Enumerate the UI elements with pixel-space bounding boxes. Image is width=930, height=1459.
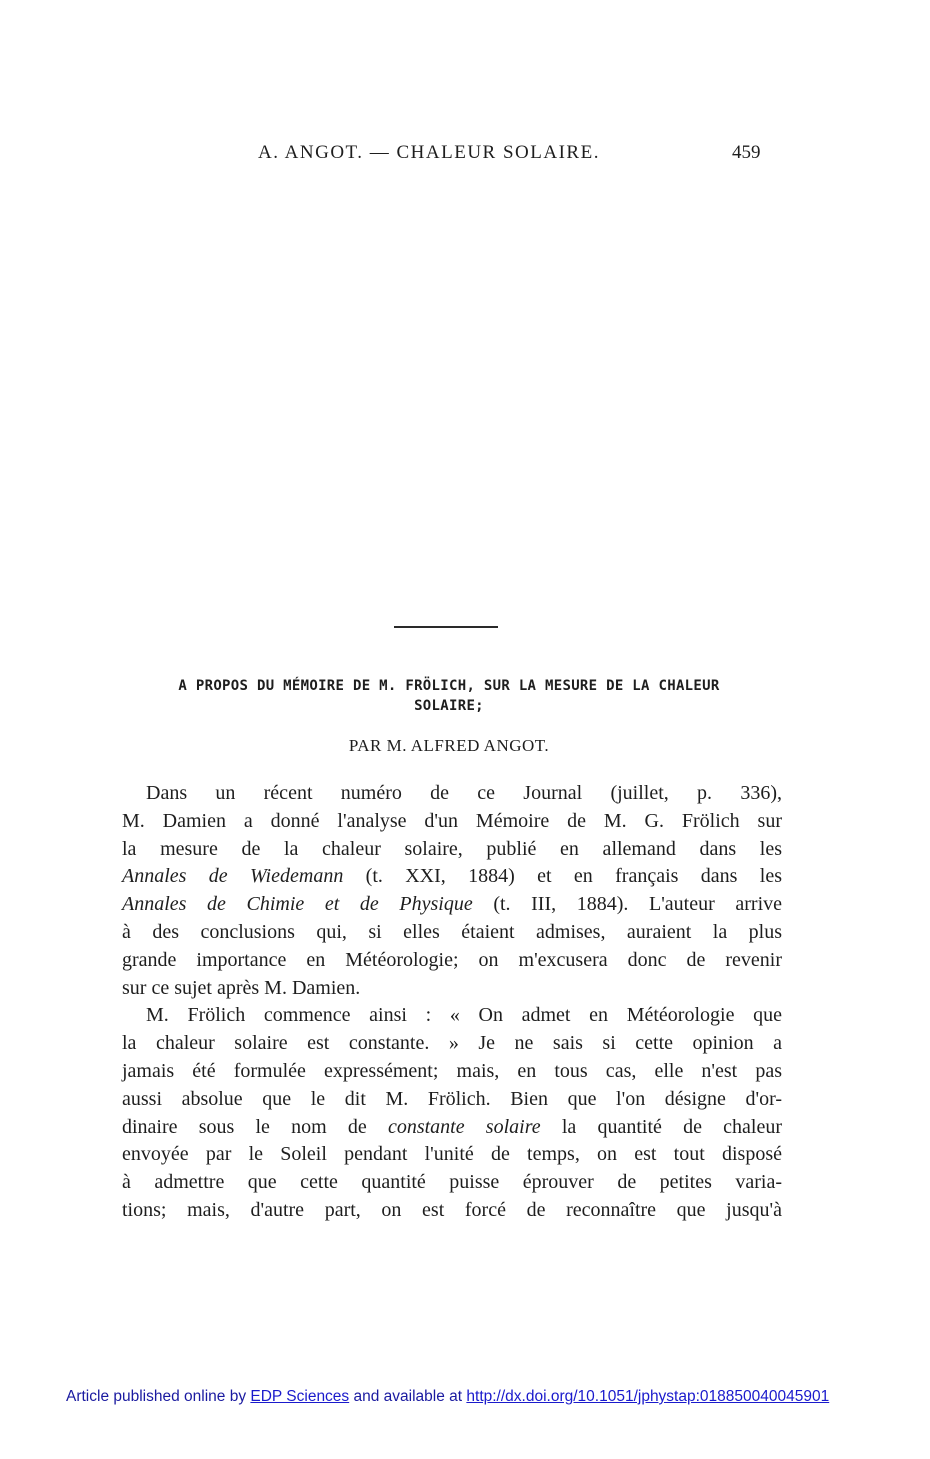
author-byline: PAR M. ALFRED ANGOT.: [348, 736, 550, 755]
text-fragment: dinaire sous le nom de: [122, 1115, 388, 1138]
journal-title: Annales de Chimie et de Physique: [122, 893, 473, 916]
text-line: [122, 863, 782, 891]
paragraph: [122, 1002, 782, 1224]
publisher-link[interactable]: EDP Sciences: [250, 1388, 350, 1405]
text-line: M. Frölich commence ainsi : « On admet en Météorologie que: [146, 1004, 782, 1027]
section-divider: [394, 626, 498, 628]
text-line: tions; mais, d'autre part, on est forcé de reconnaître que jusqu'à: [122, 1198, 782, 1221]
text-fragment: la quantité de chaleur: [540, 1115, 782, 1138]
text-line: Dans un récent numéro de ce Journal (juillet, p. 336),: [146, 782, 782, 804]
term-italic: constante solaire: [387, 1115, 541, 1138]
text-line: la chaleur solaire est constante. » Je ne sais si cette opinion a: [122, 1032, 782, 1055]
text-line: aussi absolue que le dit M. Frölich. Bien que l'on désigne d'or-: [122, 1087, 782, 1110]
footer-text: and available at: [349, 1388, 467, 1405]
article-body: [122, 780, 782, 1225]
paragraph: [122, 780, 782, 1002]
text-line: grande importance en Météorologie; on m'excusera donc de revenir: [122, 948, 782, 971]
article-title: [118, 676, 780, 716]
text-line: à des conclusions qui, si elles étaient admises, auraient la plus: [122, 920, 782, 943]
article-title-line: A PROPOS DU MÉMOIRE DE M. FRÖLICH, SUR LA MESURE DE LA CHALEUR: [178, 678, 720, 694]
publication-footer: [66, 1388, 829, 1406]
text-line: sur ce sujet après M. Damien.: [122, 976, 361, 999]
text-fragment: (t. III, 1884). L'auteur arrive: [472, 893, 782, 916]
text-line: à admettre que cette quantité puisse éprouver de petites varia-: [122, 1171, 782, 1194]
text-line: la mesure de la chaleur solaire, publié en allemand dans les: [122, 837, 782, 860]
article-title-line: SOLAIRE;: [414, 698, 484, 714]
journal-title: Annales de Wiedemann: [122, 865, 344, 888]
footer-text: Article published online by: [66, 1388, 251, 1405]
text-line: jamais été formulée expressément; mais, en tous cas, elle n'est pas: [122, 1059, 782, 1082]
text-line: [122, 891, 782, 919]
running-head: A. ANGOT. — CHALEUR SOLAIRE.: [258, 142, 600, 163]
text-fragment: (t. XXI, 1884) et en français dans les: [343, 865, 783, 888]
doi-link[interactable]: http://dx.doi.org/10.1051/jphystap:018850040045901: [466, 1388, 830, 1405]
text-line: envoyée par le Soleil pendant l'unité de temps, on est tout disposé: [122, 1143, 782, 1166]
text-line: M. Damien a donné l'analyse d'un Mémoire de M. G. Frölich sur: [122, 809, 782, 832]
page-number: 459: [732, 142, 761, 163]
text-line: [122, 1114, 782, 1142]
